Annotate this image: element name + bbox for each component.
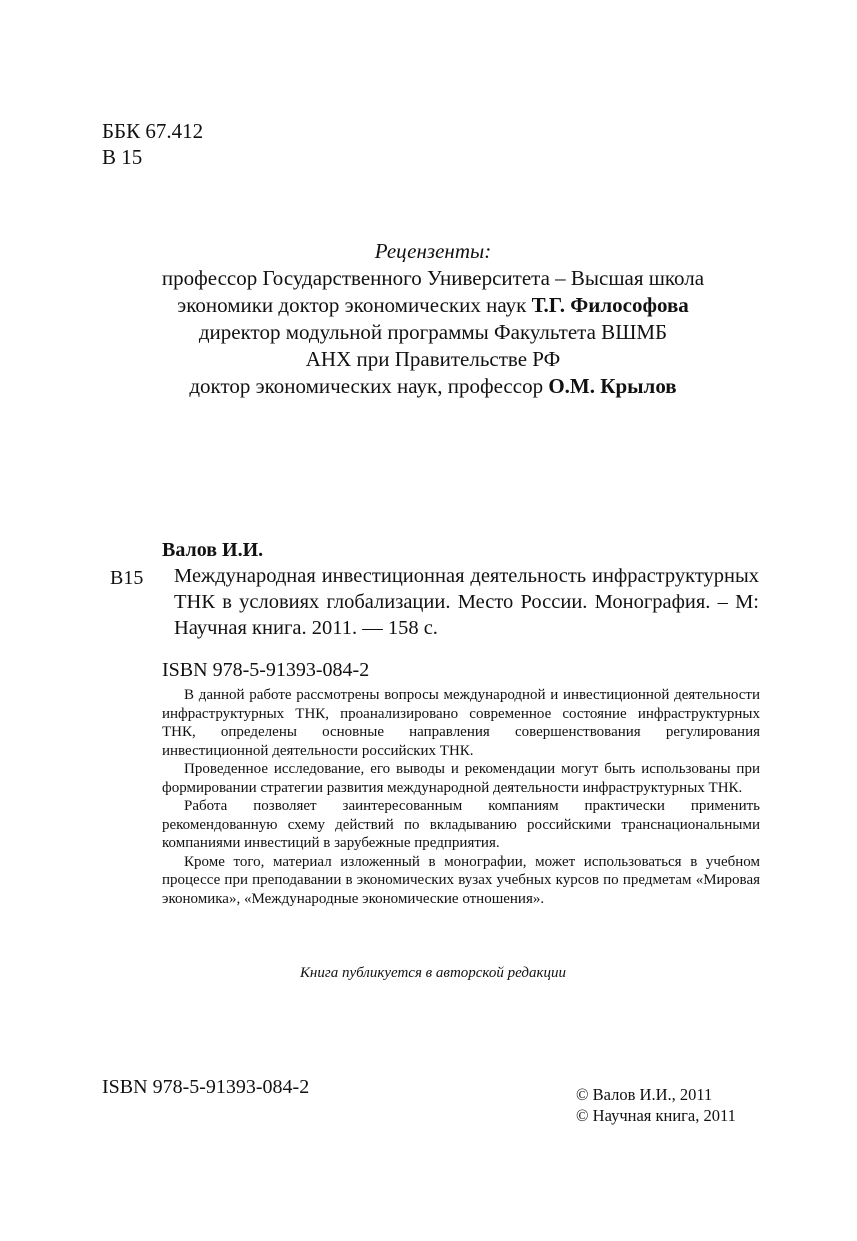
copyright-publisher: © Научная книга, 2011 bbox=[576, 1106, 736, 1125]
abstract-paragraph: Работа позволяет заинтересованным компаниям практически применить рекомендованную схему действий по вкладыванию российскими транснациональными компаниями инвестиций в зарубежные предприятия. bbox=[162, 798, 760, 851]
abstract-paragraph: Кроме того, материал изложенный в монографии, может использоваться в учебном процессе при преподавании в экономических вузах учебных курсов по предметам «Мировая экономика», «Международные экономические отношения». bbox=[162, 853, 760, 907]
reviewers-line-3: директор модульной программы Факультета ВШМБ bbox=[198, 320, 668, 344]
copyright-block bbox=[576, 1084, 736, 1126]
reviewers-block bbox=[60, 238, 806, 400]
book-description: Международная инвестиционная деятельность инфраструктурных ТНК в условиях глобализации. Место России. Монография. – М: Научная книга. 2011. — 158 с. bbox=[174, 565, 759, 639]
reviewers-line-1: профессор Государственного Университета – Высшая школа bbox=[161, 266, 705, 290]
book-author: Валов И.И. bbox=[162, 539, 264, 561]
reviewer-2-name: О.М. Крылов bbox=[548, 374, 677, 398]
reviewer-1-credentials: экономики доктор экономических наук bbox=[177, 293, 532, 317]
bbk-code: ББК 67.412 bbox=[102, 119, 204, 143]
isbn-footer: ISBN 978-5-91393-084-2 bbox=[102, 1076, 310, 1098]
reviewers-line-4: АНХ при Правительстве РФ bbox=[305, 347, 561, 371]
reviewer-1-name: Т.Г. Философова bbox=[531, 293, 689, 317]
isbn-bibliographic: ISBN 978-5-91393-084-2 bbox=[162, 659, 370, 681]
abstract bbox=[162, 686, 760, 908]
reviewers-line-2 bbox=[60, 292, 806, 319]
classification-block bbox=[102, 118, 203, 170]
copyright-author: © Валов И.И., 2011 bbox=[576, 1085, 713, 1104]
abstract-paragraph: Проведенное исследование, его выводы и рекомендации могут быть использованы при формировании стратегии развития международной деятельности инфраструктурных ТНК. bbox=[162, 761, 760, 796]
library-code: В 15 bbox=[102, 145, 143, 169]
abstract-paragraph: В данной работе рассмотрены вопросы международной и инвестиционной деятельности инфраструктурных ТНК, проанализировано современное состояние инфраструктурных ТНК, определены основные направления совершенствования регулирования инвестиционной деятельности российских ТНК. bbox=[162, 687, 760, 759]
reviewers-line-5 bbox=[60, 373, 806, 400]
reviewer-2-credentials: доктор экономических наук, профессор bbox=[189, 374, 549, 398]
editorial-note: Книга публикуется в авторской редакции bbox=[299, 965, 567, 981]
reviewers-heading: Рецензенты: bbox=[374, 239, 492, 263]
book-code: В15 bbox=[110, 567, 144, 589]
